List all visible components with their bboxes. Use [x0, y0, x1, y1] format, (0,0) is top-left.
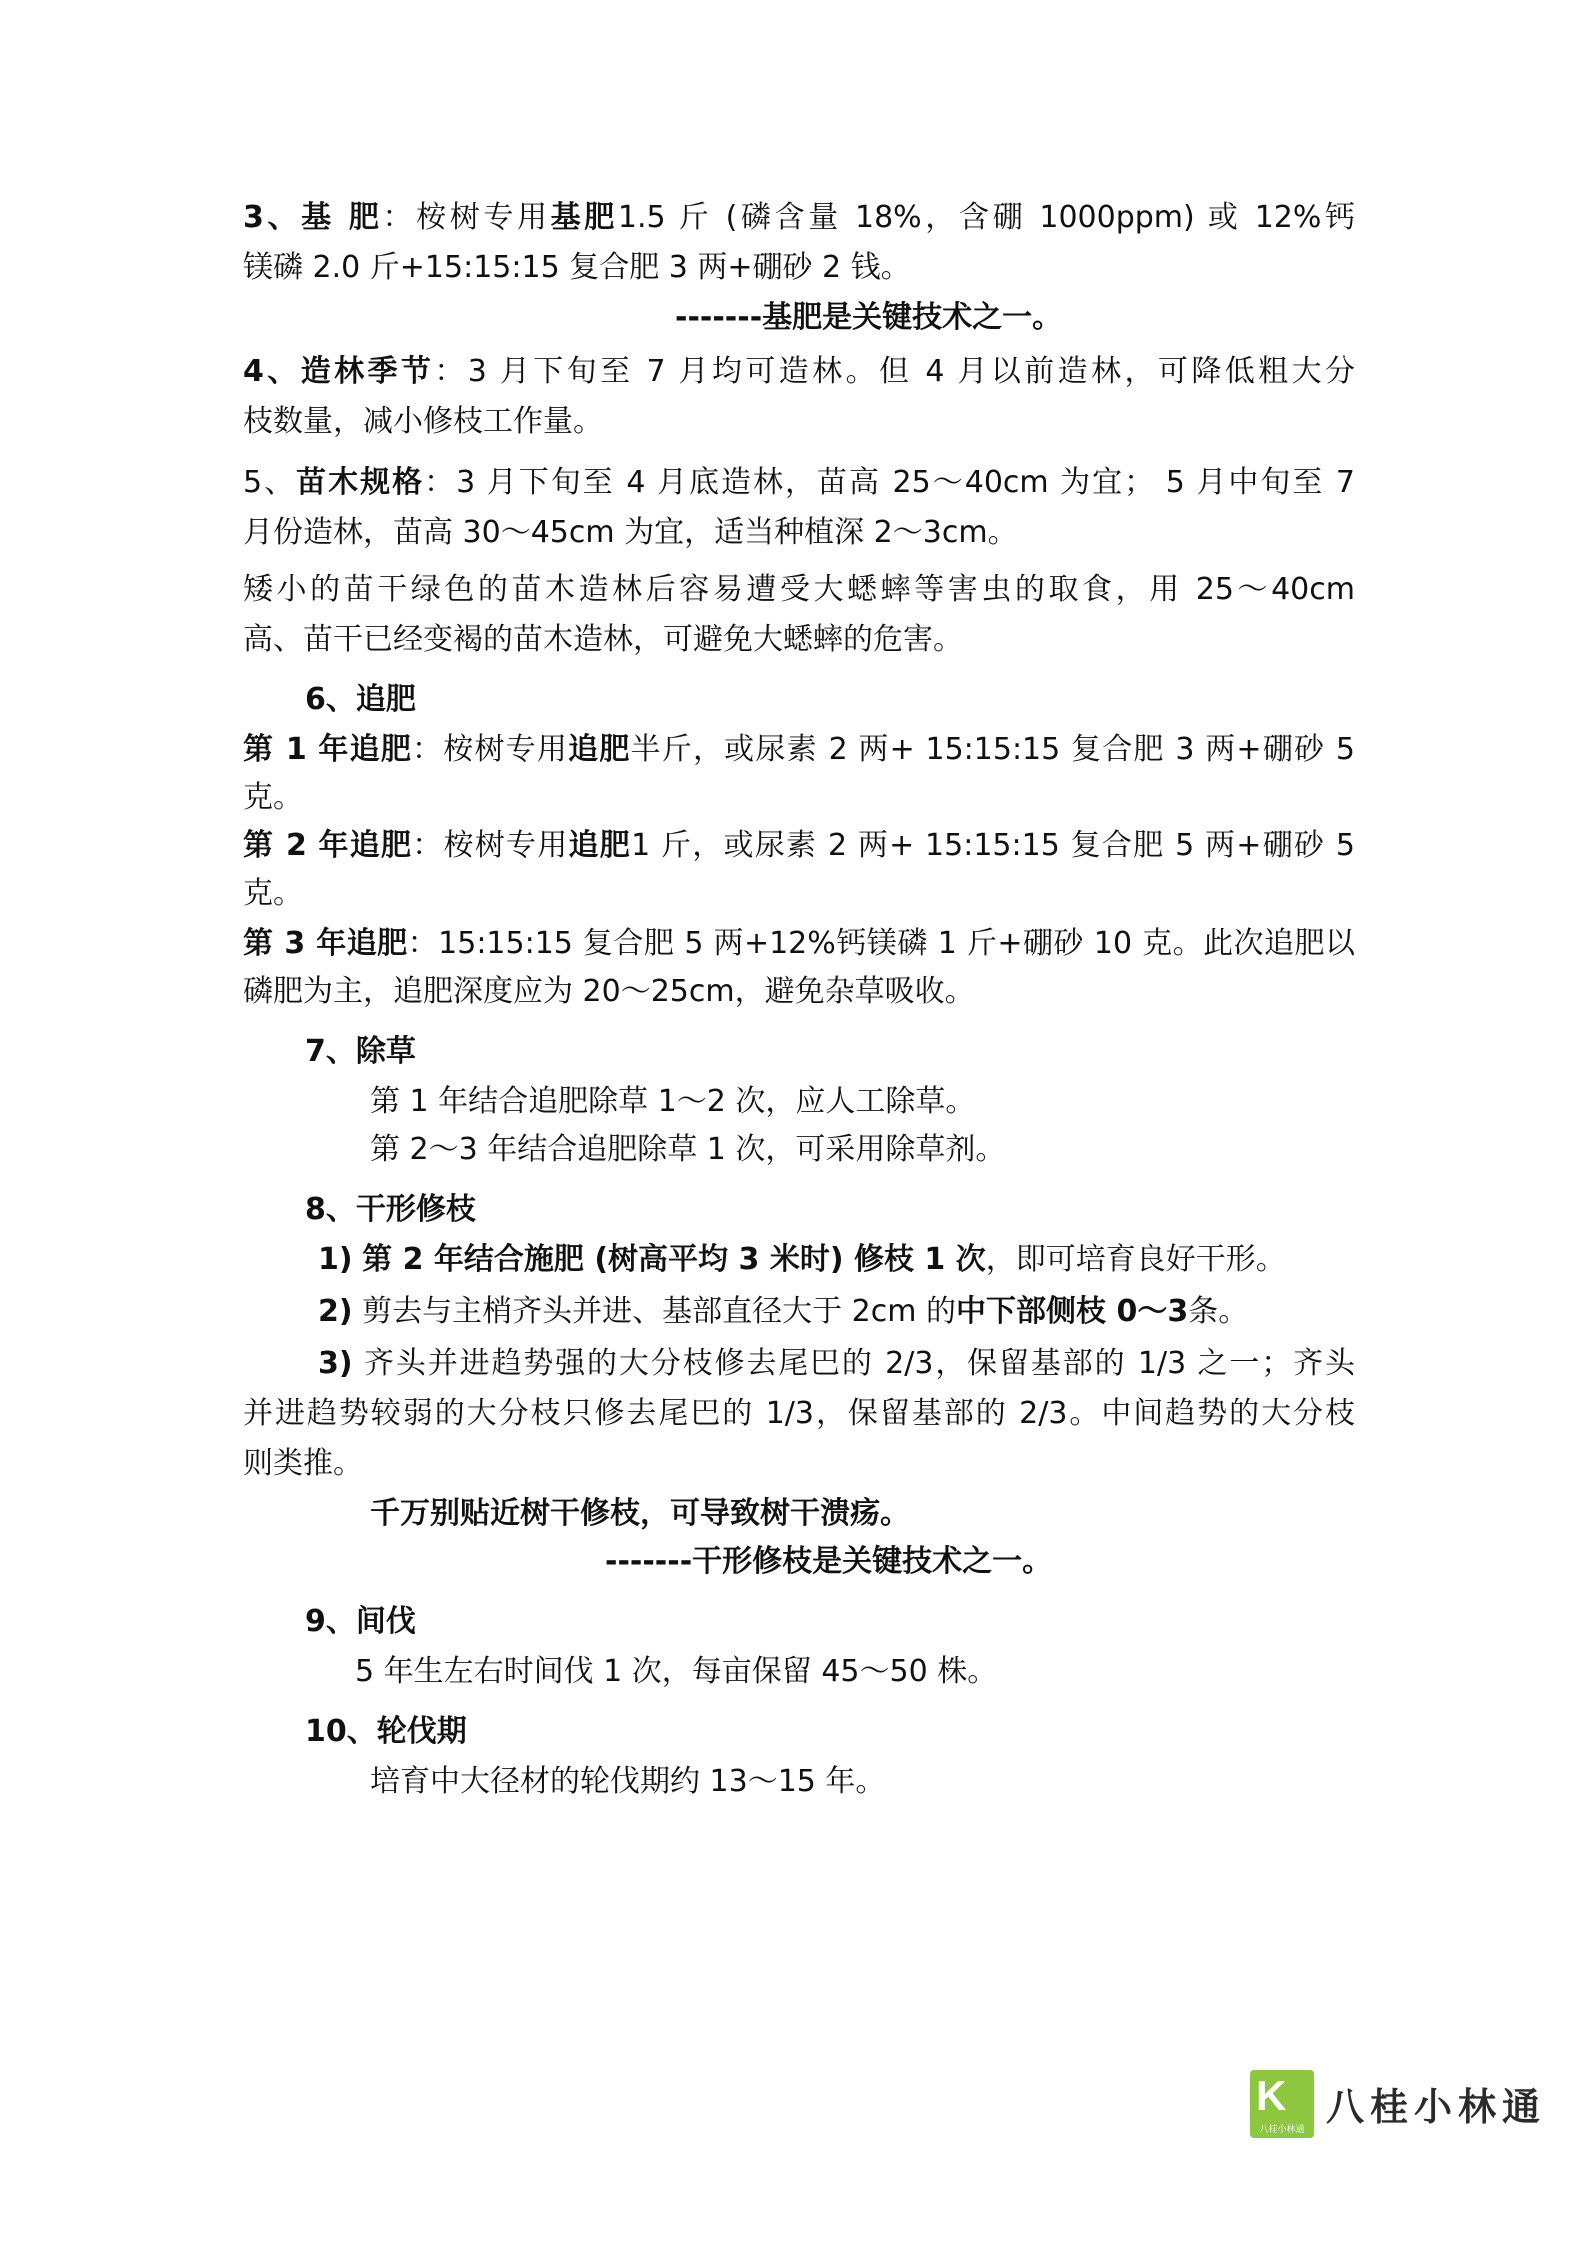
s8-item-2	[318, 1292, 1248, 1332]
s4-line-2: 枝数量，减小修枝工作量。	[243, 404, 603, 439]
s3-line-1	[243, 198, 1355, 238]
s3-heading: 3、基 肥	[243, 200, 383, 235]
s6-year1-label: 第 1 年追肥	[243, 732, 413, 767]
s10-line-1: 培育中大径材的轮伐期约 13～15 年。	[370, 1764, 886, 1799]
s10-heading: 10、轮伐期	[305, 1714, 467, 1749]
s4-line-1	[243, 352, 1355, 392]
s7-heading: 7、除草	[305, 1034, 416, 1069]
s6-year2-text-b: 1 斤，或尿素 2 两+ 15:15:15 复合肥 5 两+硼砂 5	[631, 828, 1356, 863]
s8-key-note: -------干形修枝是关键技术之一。	[605, 1544, 1053, 1579]
s5-number: 5、	[243, 465, 297, 500]
s6-heading: 6、追肥	[305, 682, 416, 717]
s5-line-3: 矮小的苗干绿色的苗木造林后容易遭受大蟋蟀等害虫的取食，用 25～40cm	[243, 572, 1355, 607]
s8-item-3-line-2: 并进趋势较弱的大分枝只修去尾巴的 1/3，保留基部的 2/3。中间趋势的大分枝	[243, 1396, 1355, 1431]
s4-text: ：3 月下旬至 7 月均可造林。但 4 月以前造林，可降低粗大分	[434, 354, 1355, 389]
s6-year3-line-2: 磷肥为主，追肥深度应为 20～25cm，避免杂草吸收。	[243, 974, 975, 1009]
s6-year3-line-1	[243, 924, 1355, 964]
s6-year2-text-a: ：桉树专用	[412, 828, 569, 863]
s6-year1-text-a: ：桉树专用	[412, 732, 569, 767]
brand-logo	[1250, 2070, 1550, 2138]
s5-heading: 苗木规格	[296, 465, 425, 500]
brand-logo-k: K	[1256, 2072, 1287, 2119]
s9-heading: 9、间伐	[305, 1604, 416, 1639]
s3-text-b: 1.5 斤 (磷含量 18%，含硼 1000ppm) 或 12%钙	[617, 200, 1356, 235]
s7-line-2: 第 2～3 年结合追肥除草 1 次，可采用除草剂。	[370, 1132, 1006, 1167]
s6-year2-line-1	[243, 826, 1355, 866]
s8-item-1	[318, 1240, 1286, 1280]
s6-year2-bold: 追肥	[568, 828, 632, 863]
s6-year2-label: 第 2 年追肥	[243, 828, 413, 863]
s8-item-2-end: 条。	[1188, 1294, 1249, 1329]
s6-year1-text-b: 半斤，或尿素 2 两+ 15:15:15 复合肥 3 两+硼砂 5	[630, 732, 1356, 767]
s3-bold-term: 基肥	[550, 200, 618, 235]
s5-line-4: 高、苗干已经变褐的苗木造林，可避免大蟋蟀的危害。	[243, 622, 963, 657]
s8-item-3-number: 3)	[318, 1346, 353, 1381]
s8-item-3-line-1	[318, 1344, 1355, 1384]
s8-item-3-text: 齐头并进趋势强的大分枝修去尾巴的 2/3，保留基部的 1/3 之一；齐头	[364, 1346, 1355, 1381]
s5-text: ：3 月下旬至 4 月底造林，苗高 25～40cm 为宜； 5 月中旬至 7	[424, 465, 1356, 500]
s3-line-2: 镁磷 2.0 斤+15:15:15 复合肥 3 两+硼砂 2 钱。	[243, 250, 911, 285]
brand-logo-small-text: 八桂小林通	[1259, 2125, 1305, 2135]
s8-item-2-bold: 中下部侧枝 0～3	[956, 1294, 1189, 1329]
s8-warning: 千万别贴近树干修枝，可导致树干溃疡。	[370, 1496, 910, 1531]
s8-heading: 8、干形修枝	[305, 1192, 476, 1227]
s6-year1-bold: 追肥	[568, 732, 631, 767]
s6-year3-label: 第 3 年追肥	[243, 926, 408, 961]
s8-item-1-bold: 第 2 年结合施肥 (树高平均 3 米时) 修枝 1 次	[362, 1242, 986, 1277]
s6-year1-line-1	[243, 730, 1355, 770]
s6-year2-line-2: 克。	[243, 876, 303, 911]
s8-item-1-text: ，即可培育良好干形。	[985, 1242, 1286, 1277]
s8-item-2-number: 2)	[318, 1294, 353, 1329]
s8-item-3-line-3: 则类推。	[243, 1446, 363, 1481]
s6-year3-text: ：15:15:15 复合肥 5 两+12%钙镁磷 1 斤+硼砂 10 克。此次追肥以	[407, 926, 1356, 961]
s7-line-1: 第 1 年结合追肥除草 1～2 次，应人工除草。	[370, 1084, 976, 1119]
s6-year1-line-2: 克。	[243, 780, 303, 815]
brand-logo-mark	[1250, 2070, 1314, 2138]
s9-line-1: 5 年生左右时间伐 1 次，每亩保留 45～50 株。	[355, 1654, 998, 1689]
s3-text-a: ：桉树专用	[382, 200, 551, 235]
s8-item-1-number: 1)	[318, 1242, 353, 1277]
s3-key-note: -------基肥是关键技术之一。	[675, 300, 1063, 335]
brand-logo-text: 八桂小林通	[1326, 2085, 1547, 2129]
s5-line-1	[243, 463, 1355, 503]
s5-line-2: 月份造林，苗高 30～45cm 为宜，适当种植深 2～3cm。	[243, 515, 1018, 550]
s4-heading: 4、造林季节	[243, 354, 435, 389]
s8-item-2-text: 剪去与主梢齐头并进、基部直径大于 2cm 的	[362, 1294, 957, 1329]
